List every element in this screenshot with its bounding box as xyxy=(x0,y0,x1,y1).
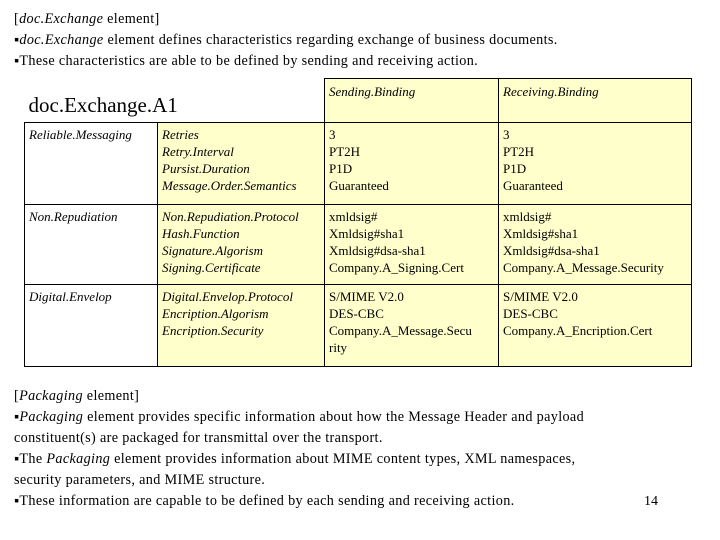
param-line: Encription.Algorism xyxy=(162,306,269,321)
value-line: Company.A_Signing.Cert xyxy=(329,260,464,275)
heading-bracket: [ xyxy=(14,388,20,404)
value-line: S/MIME V2.0 xyxy=(329,289,404,304)
table-title: doc.Exchange.A1 xyxy=(25,79,325,123)
bullet-term: doc.Exchange xyxy=(19,32,104,48)
receiving-values xyxy=(499,205,692,285)
value-line: Xmldsig#dsa-sha1 xyxy=(503,243,600,258)
heading-bracket: [ xyxy=(14,11,20,27)
heading-term: doc.Exchange xyxy=(19,11,104,27)
header-sending-binding: Sending.Binding xyxy=(325,79,499,123)
binding-table xyxy=(24,78,692,367)
param-line: Encription.Security xyxy=(162,323,264,338)
param-line: Hash.Function xyxy=(162,226,240,241)
table-row xyxy=(25,123,692,205)
bullet-marker: ▪ xyxy=(14,409,20,425)
packaging-section xyxy=(14,386,708,512)
row-params xyxy=(158,285,325,367)
header-receiving-binding: Receiving.Binding xyxy=(499,79,692,123)
value-line: Xmldsig#sha1 xyxy=(503,226,579,241)
bullet-term: Packaging xyxy=(19,409,84,425)
value-line: Company.A_Encription.Cert xyxy=(503,323,653,338)
packaging-bullet-3: ▪These information are capable to be defined by each sending and receiving action. xyxy=(14,493,515,509)
param-line: Retries xyxy=(162,127,199,142)
heading-rest: element] xyxy=(103,11,160,27)
heading-term: Packaging xyxy=(19,388,83,404)
param-line: Non.Repudiation.Protocol xyxy=(162,209,299,224)
packaging-bullet-2-cont: security parameters, and MIME structure. xyxy=(14,472,266,488)
bullet-term: Packaging xyxy=(46,451,111,467)
value-line: 3 xyxy=(503,127,510,142)
value-line: PT2H xyxy=(329,144,361,159)
value-line: Xmldsig#sha1 xyxy=(329,226,405,241)
value-line: Guaranteed xyxy=(329,178,389,193)
value-line: 3 xyxy=(329,127,336,142)
param-line: Retry.Interval xyxy=(162,144,234,159)
row-name: Digital.Envelop xyxy=(25,285,158,367)
value-line: DES-CBC xyxy=(503,306,558,321)
value-line: P1D xyxy=(329,161,353,176)
value-line: DES-CBC xyxy=(329,306,384,321)
intro-bullet-1 xyxy=(14,30,708,51)
value-line: xmldsig# xyxy=(503,209,552,224)
value-line: Guaranteed xyxy=(503,178,563,193)
packaging-heading xyxy=(14,386,708,407)
value-line: PT2H xyxy=(503,144,535,159)
bullet-text: element provides specific information about how the Message Header and payload xyxy=(83,409,585,425)
value-line: rity xyxy=(329,340,348,355)
row-name: Reliable.Messaging xyxy=(25,123,158,205)
doc-exchange-heading xyxy=(14,9,708,30)
sending-values xyxy=(325,123,499,205)
value-line: Company.A_Message.Secu xyxy=(329,323,472,338)
param-line: Digital.Envelop.Protocol xyxy=(162,289,293,304)
param-line: Message.Order.Semantics xyxy=(162,178,297,193)
table-row xyxy=(25,285,692,367)
table-header-row xyxy=(25,79,692,123)
bullet-text: element defines characteristics regarding exchange of business documents. xyxy=(103,32,558,48)
packaging-bullet-1 xyxy=(14,407,708,428)
value-line: Company.A_Message.Security xyxy=(503,260,664,275)
sending-values xyxy=(325,205,499,285)
table-row xyxy=(25,205,692,285)
value-line: xmldsig# xyxy=(329,209,378,224)
value-line: Xmldsig#dsa-sha1 xyxy=(329,243,426,258)
packaging-bullet-2 xyxy=(14,449,708,470)
page-number: 14 xyxy=(644,494,658,509)
sending-values xyxy=(325,285,499,367)
bullet-marker: ▪ xyxy=(14,32,20,48)
heading-rest: element] xyxy=(82,388,140,404)
receiving-values xyxy=(499,123,692,205)
bullet-text: element provides information about MIME content types, XML namespaces, xyxy=(110,451,576,467)
value-line: P1D xyxy=(503,161,527,176)
value-line: S/MIME V2.0 xyxy=(503,289,578,304)
param-line: Signature.Algorism xyxy=(162,243,263,258)
param-line: Pursist.Duration xyxy=(162,161,250,176)
param-line: Signing.Certificate xyxy=(162,260,261,275)
packaging-bullet-1-cont: constituent(s) are packaged for transmittal over the transport. xyxy=(14,430,383,446)
bullet-marker: ▪The xyxy=(14,451,47,467)
receiving-values xyxy=(499,285,692,367)
row-params xyxy=(158,205,325,285)
row-name: Non.Repudiation xyxy=(25,205,158,285)
intro-section xyxy=(14,9,708,72)
row-params xyxy=(158,123,325,205)
intro-bullet-2: ▪These characteristics are able to be defined by sending and receiving action. xyxy=(14,53,479,69)
